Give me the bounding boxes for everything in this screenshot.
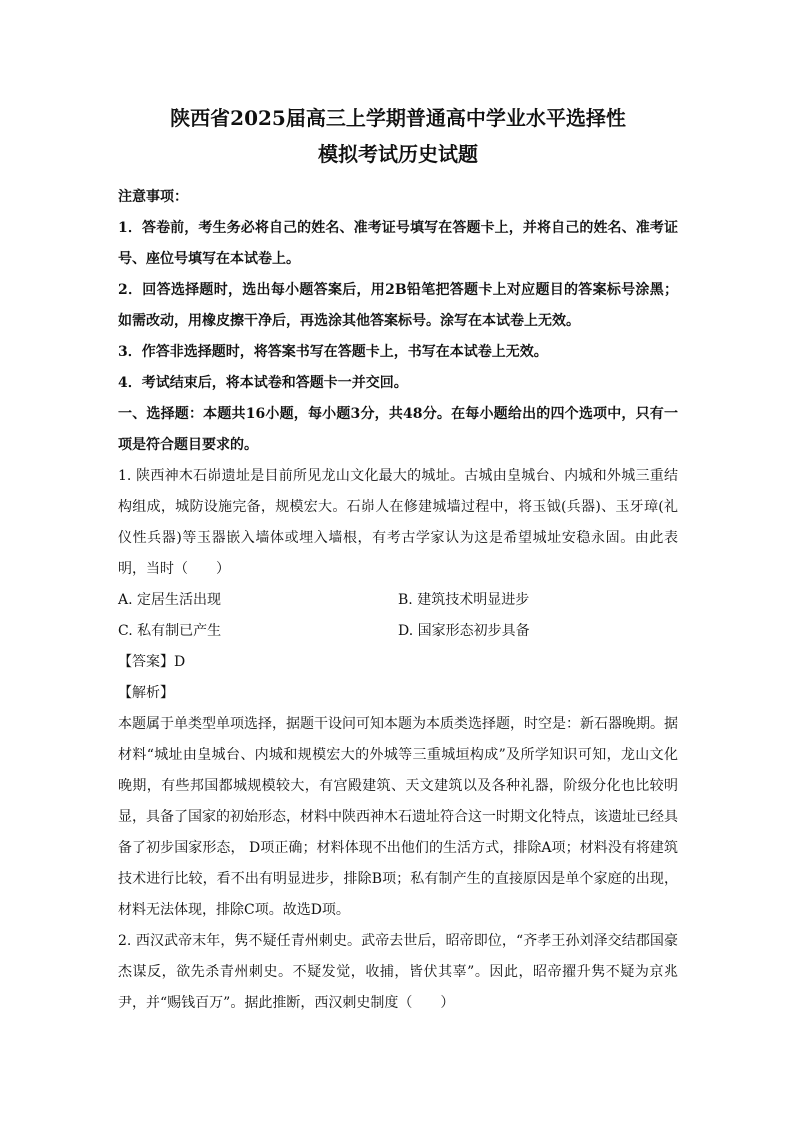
notice-item-2: 2．回答选择题时，选出每小题答案后，用2B铅笔把答题卡上对应题目的答案标号涂黑；如需改动，用橡皮擦干净后，再选涂其他答案标号。涂写在本试卷上无效。 xyxy=(118,282,678,329)
question-1-options xyxy=(118,585,678,647)
notice-item-3: 3．作答非选择题时，将答案书写在答题卡上，书写在本试卷上无效。 xyxy=(118,344,548,360)
page-title: 陕西省2025届高三上学期普通高中学业水平选择性 xyxy=(170,106,626,130)
question-2-stem: 2. 西汉武帝末年，隽不疑任青州刺史。武帝去世后，昭帝即位，“齐孝王孙刘泽交结郡国豪杰谋反，欲先杀青州刺史。不疑发觉，收捕，皆伏其辜”。因此，昭帝擢升隽不疑为京兆尹，并“赐钱百万”。据此推断，西汉刺史制度（ ） xyxy=(118,933,678,1011)
question-1-stem: 1. 陕西神木石峁遗址是目前所见龙山文化最大的城址。古城由皇城台、内城和外城三重结构组成，城防设施完备，规模宏大。石峁人在修建城墙过程中，将玉钺(兵器)、玉牙璋(礼仪性兵器)等玉器嵌入墙体或埋入墙根，有考古学家认为这是希望城址安稳永固。由此表明，当时（ ） xyxy=(118,468,678,577)
notice-heading: 注意事项： xyxy=(118,189,188,205)
option-c: C. 私有制已产生 xyxy=(118,623,222,639)
notice-item-1: 1．答卷前，考生务必将自己的姓名、准考证号填写在答题卡上，并将自己的姓名、准考证号、座位号填写在本试卷上。 xyxy=(118,220,678,267)
question-1-answer: 【答案】D xyxy=(118,654,186,670)
question-1-analysis: 本题属于单类型单项选择，据题干设问可知本题为本质类选择题，时空是：新石器晚期。据材料“城址由皇城台、内城和规模宏大的外城等三重城垣构成”及所学知识可知，龙山文化晚期，有些邦国都城规模较大，有宫殿建筑、天文建筑以及各种礼器，阶级分化也比较明显，具备了国家的初始形态，材料中陕西神木石遗址符合这一时期文化特点，该遗址已经具备了初步国家形态， D项正确；材料体现不出他们的生活方式，排除A项；材料没有将建筑技术进行比较，看不出有明显进步，排除B项；私有制产生的直接原因是单个家庭的出现，材料无法体现，排除C项。故选D项。 xyxy=(118,716,678,918)
option-a: A. 定居生活出现 xyxy=(118,592,222,608)
option-d: D. 国家形态初步具备 xyxy=(398,623,530,639)
notice-item-4: 4．考试结束后，将本试卷和答题卡一并交回。 xyxy=(118,375,408,391)
page-subtitle: 模拟考试历史试题 xyxy=(318,142,478,166)
question-1-analysis-label: 【解析】 xyxy=(118,685,174,701)
section-heading: 一、选择题：本题共16小题，每小题3分，共48分。在每小题给出的四个选项中，只有一项是符合题目要求的。 xyxy=(118,406,678,453)
option-b: B. 建筑技术明显进步 xyxy=(398,592,530,608)
exam-page xyxy=(118,100,678,1019)
